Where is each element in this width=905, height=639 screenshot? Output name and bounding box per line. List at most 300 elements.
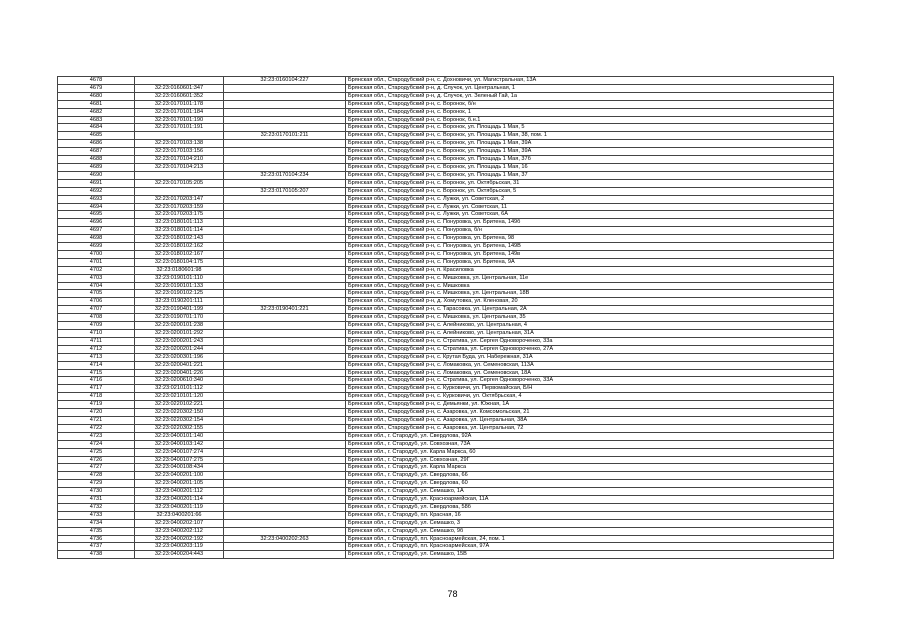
table-row bbox=[58, 535, 834, 543]
table-row bbox=[58, 322, 834, 330]
row-number-cell: 4702 bbox=[58, 266, 135, 274]
premises-cadastral-number-cell bbox=[224, 361, 346, 369]
row-number-cell: 4715 bbox=[58, 369, 135, 377]
building-cadastral-number-cell: 32:23:0400201:66 bbox=[135, 511, 224, 519]
address-cell: Брянская обл., Стародубский р-н, с. Азаровка, ул. Центральная, 72 bbox=[346, 424, 834, 432]
address-cell: Брянская обл., Стародубский р-н, с. Тарасовка, ул. Центральная, 2А bbox=[346, 306, 834, 314]
table-row bbox=[58, 211, 834, 219]
building-cadastral-number-cell: 32:23:0180102:167 bbox=[135, 250, 224, 258]
table-row bbox=[58, 369, 834, 377]
row-number-cell: 4710 bbox=[58, 330, 135, 338]
building-cadastral-number-cell: 32:23:0180102:143 bbox=[135, 235, 224, 243]
building-cadastral-number-cell: 32:23:0400202:107 bbox=[135, 519, 224, 527]
address-cell: Брянская обл., г. Стародуб, ул. Свердлова, 60 bbox=[346, 480, 834, 488]
table-row bbox=[58, 424, 834, 432]
premises-cadastral-number-cell bbox=[224, 235, 346, 243]
building-cadastral-number-cell: 32:23:0200610:340 bbox=[135, 377, 224, 385]
address-cell: Брянская обл., Стародубский р-н, с. Мишковка, ул. Центральная, 18В bbox=[346, 290, 834, 298]
building-cadastral-number-cell: 32:23:0170101:190 bbox=[135, 116, 224, 124]
address-cell: Брянская обл., Стародубский р-н, с. Воронок, б/н bbox=[346, 100, 834, 108]
building-cadastral-number-cell: 32:23:0200201:243 bbox=[135, 337, 224, 345]
building-cadastral-number-cell: 32:23:0170103:156 bbox=[135, 148, 224, 156]
row-number-cell: 4703 bbox=[58, 274, 135, 282]
building-cadastral-number-cell: 32:23:0170101:191 bbox=[135, 124, 224, 132]
premises-cadastral-number-cell bbox=[224, 266, 346, 274]
row-number-cell: 4701 bbox=[58, 258, 135, 266]
building-cadastral-number-cell: 32:23:0190201:111 bbox=[135, 298, 224, 306]
premises-cadastral-number-cell: 32:23:0190401:221 bbox=[224, 306, 346, 314]
building-cadastral-number-cell: 32:23:0180102:162 bbox=[135, 243, 224, 251]
premises-cadastral-number-cell bbox=[224, 416, 346, 424]
table-row bbox=[58, 511, 834, 519]
address-cell: Брянская обл., Стародубский р-н, с. Стратива, ул. Сергея Одновороченко, 27А bbox=[346, 345, 834, 353]
building-cadastral-number-cell: 32:23:0160601:352 bbox=[135, 92, 224, 100]
building-cadastral-number-cell: 32:23:0180101:113 bbox=[135, 219, 224, 227]
table-row bbox=[58, 195, 834, 203]
premises-cadastral-number-cell bbox=[224, 156, 346, 164]
premises-cadastral-number-cell bbox=[224, 100, 346, 108]
building-cadastral-number-cell: 32:23:0200401:221 bbox=[135, 361, 224, 369]
address-cell: Брянская обл., Стародубский р-н, с. Воронок, ул. Площадь 1 Мая, 37 bbox=[346, 171, 834, 179]
address-cell: Брянская обл., г. Стародуб, ул. Семашко, 1А bbox=[346, 488, 834, 496]
building-cadastral-number-cell: 32:23:0400201:112 bbox=[135, 488, 224, 496]
premises-cadastral-number-cell bbox=[224, 337, 346, 345]
table-row bbox=[58, 543, 834, 551]
address-cell: Брянская обл., Стародубский р-н, с. Понуровка, ул. Бритена, 149б bbox=[346, 219, 834, 227]
row-number-cell: 4732 bbox=[58, 503, 135, 511]
address-cell: Брянская обл., г. Стародуб, ул. Семашко, 15В bbox=[346, 551, 834, 559]
address-cell: Брянская обл., г. Стародуб, ул. Свердлова, 58б bbox=[346, 503, 834, 511]
building-cadastral-number-cell: 32:23:0220302:150 bbox=[135, 409, 224, 417]
premises-cadastral-number-cell bbox=[224, 322, 346, 330]
building-cadastral-number-cell: 32:23:0170104:213 bbox=[135, 163, 224, 171]
address-cell: Брянская обл., Стародубский р-н, с. Мишковка, ул. Центральная, 35 bbox=[346, 314, 834, 322]
premises-cadastral-number-cell: 32:23:0170105:207 bbox=[224, 187, 346, 195]
premises-cadastral-number-cell bbox=[224, 456, 346, 464]
building-cadastral-number-cell: 32:23:0400201:119 bbox=[135, 503, 224, 511]
address-cell: Брянская обл., Стародубский р-н, с. Воронок, ул. Площадь 1 Мая, 38, пом. 1 bbox=[346, 132, 834, 140]
table-row bbox=[58, 108, 834, 116]
address-cell: Брянская обл., Стародубский р-н, с. Воронок, ул. Октябрьская, 5 bbox=[346, 187, 834, 195]
table-row bbox=[58, 156, 834, 164]
address-cell: Брянская обл., Стародубский р-н, с. Понуровка, ул. Бритена, 98 bbox=[346, 235, 834, 243]
table-row bbox=[58, 116, 834, 124]
address-cell: Брянская обл., Стародубский р-н, с. Воронок, ул. Октябрьская, 31 bbox=[346, 179, 834, 187]
premises-cadastral-number-cell: 32:23:0160104:227 bbox=[224, 77, 346, 85]
row-number-cell: 4712 bbox=[58, 345, 135, 353]
row-number-cell: 4689 bbox=[58, 163, 135, 171]
row-number-cell: 4730 bbox=[58, 488, 135, 496]
premises-cadastral-number-cell bbox=[224, 258, 346, 266]
premises-cadastral-number-cell: 32:23:0170104:234 bbox=[224, 171, 346, 179]
building-cadastral-number-cell bbox=[135, 77, 224, 85]
building-cadastral-number-cell: 32:23:0210101:120 bbox=[135, 393, 224, 401]
building-cadastral-number-cell: 32:23:0400201:114 bbox=[135, 496, 224, 504]
address-cell: Брянская обл., Стародубский р-н, с. Алейниково, ул. Центральная, 31А bbox=[346, 330, 834, 338]
address-cell: Брянская обл., Стародубский р-н, с. Мишковка bbox=[346, 282, 834, 290]
row-number-cell: 4718 bbox=[58, 393, 135, 401]
row-number-cell: 4683 bbox=[58, 116, 135, 124]
address-cell: Брянская обл., г. Стародуб, ул. Совхозная, 29Г bbox=[346, 456, 834, 464]
row-number-cell: 4736 bbox=[58, 535, 135, 543]
address-cell: Брянская обл., Стародубский р-н, д. Хомутовка, ул. Кленовая, 20 bbox=[346, 298, 834, 306]
table-row bbox=[58, 488, 834, 496]
address-cell: Брянская обл., г. Стародуб, ул. Совхозная, 73А bbox=[346, 440, 834, 448]
premises-cadastral-number-cell bbox=[224, 345, 346, 353]
row-number-cell: 4708 bbox=[58, 314, 135, 322]
table-row bbox=[58, 140, 834, 148]
row-number-cell: 4719 bbox=[58, 401, 135, 409]
building-cadastral-number-cell: 32:23:0210101:112 bbox=[135, 385, 224, 393]
row-number-cell: 4728 bbox=[58, 472, 135, 480]
row-number-cell: 4737 bbox=[58, 543, 135, 551]
premises-cadastral-number-cell bbox=[224, 496, 346, 504]
building-cadastral-number-cell: 32:23:0190701:170 bbox=[135, 314, 224, 322]
building-cadastral-number-cell: 32:23:0180101:114 bbox=[135, 227, 224, 235]
row-number-cell: 4697 bbox=[58, 227, 135, 235]
row-number-cell: 4726 bbox=[58, 456, 135, 464]
row-number-cell: 4705 bbox=[58, 290, 135, 298]
building-cadastral-number-cell: 32:23:0180104:175 bbox=[135, 258, 224, 266]
row-number-cell: 4706 bbox=[58, 298, 135, 306]
building-cadastral-number-cell: 32:23:0400103:142 bbox=[135, 440, 224, 448]
row-number-cell: 4682 bbox=[58, 108, 135, 116]
row-number-cell: 4729 bbox=[58, 480, 135, 488]
table-row bbox=[58, 448, 834, 456]
premises-cadastral-number-cell bbox=[224, 330, 346, 338]
address-cell: Брянская обл., Стародубский р-н, с. Курковичи, ул. Октябрьская, 4 bbox=[346, 393, 834, 401]
row-number-cell: 4717 bbox=[58, 385, 135, 393]
building-cadastral-number-cell: 32:23:0200301:196 bbox=[135, 353, 224, 361]
address-cell: Брянская обл., Стародубский р-н, п. Красиловка bbox=[346, 266, 834, 274]
cadastral-table bbox=[57, 76, 834, 559]
premises-cadastral-number-cell bbox=[224, 551, 346, 559]
premises-cadastral-number-cell bbox=[224, 108, 346, 116]
premises-cadastral-number-cell bbox=[224, 148, 346, 156]
row-number-cell: 4722 bbox=[58, 424, 135, 432]
table-row bbox=[58, 345, 834, 353]
row-number-cell: 4700 bbox=[58, 250, 135, 258]
premises-cadastral-number-cell bbox=[224, 243, 346, 251]
premises-cadastral-number-cell: 32:23:0400202:263 bbox=[224, 535, 346, 543]
row-number-cell: 4679 bbox=[58, 84, 135, 92]
row-number-cell: 4699 bbox=[58, 243, 135, 251]
building-cadastral-number-cell: 32:23:0220302:155 bbox=[135, 424, 224, 432]
address-cell: Брянская обл., Стародубский р-н, с. Курковичи, ул. Первомайская, Б/Н bbox=[346, 385, 834, 393]
premises-cadastral-number-cell bbox=[224, 163, 346, 171]
address-cell: Брянская обл., Стародубский р-н, с. Лужки, ул. Советская, 11 bbox=[346, 203, 834, 211]
table-row bbox=[58, 464, 834, 472]
building-cadastral-number-cell: 32:23:0170104:210 bbox=[135, 156, 224, 164]
premises-cadastral-number-cell bbox=[224, 393, 346, 401]
table-row bbox=[58, 132, 834, 140]
row-number-cell: 4738 bbox=[58, 551, 135, 559]
address-cell: Брянская обл., Стародубский р-н, с. Воронок, ул. Площадь 1 Мая, 16 bbox=[346, 163, 834, 171]
premises-cadastral-number-cell bbox=[224, 84, 346, 92]
address-cell: Брянская обл., Стародубский р-н, с. Воронок, ул. Площадь 1 Мая, 39А bbox=[346, 148, 834, 156]
address-cell: Брянская обл., г. Стародуб, пл. Красная, 16 bbox=[346, 511, 834, 519]
address-cell: Брянская обл., Стародубский р-н, с. Воронок, ул. Площадь 1 Мая, 37б bbox=[346, 156, 834, 164]
premises-cadastral-number-cell bbox=[224, 385, 346, 393]
table-row bbox=[58, 163, 834, 171]
address-cell: Брянская обл., Стародубский р-н, с. Воронок, б.н.1 bbox=[346, 116, 834, 124]
building-cadastral-number-cell: 32:23:0220302:154 bbox=[135, 416, 224, 424]
building-cadastral-number-cell: 32:23:0400107:275 bbox=[135, 456, 224, 464]
building-cadastral-number-cell: 32:23:0400201:105 bbox=[135, 480, 224, 488]
row-number-cell: 4684 bbox=[58, 124, 135, 132]
building-cadastral-number-cell bbox=[135, 187, 224, 195]
table-row bbox=[58, 77, 834, 85]
address-cell: Брянская обл., Стародубский р-н, с. Ломаковка, ул. Семеновская, 113А bbox=[346, 361, 834, 369]
row-number-cell: 4680 bbox=[58, 92, 135, 100]
row-number-cell: 4687 bbox=[58, 148, 135, 156]
table-row bbox=[58, 377, 834, 385]
premises-cadastral-number-cell bbox=[224, 488, 346, 496]
premises-cadastral-number-cell bbox=[224, 432, 346, 440]
address-cell: Брянская обл., г. Стародуб, ул. Карла Маркса, 60 bbox=[346, 448, 834, 456]
table-row bbox=[58, 337, 834, 345]
premises-cadastral-number-cell bbox=[224, 140, 346, 148]
row-number-cell: 4725 bbox=[58, 448, 135, 456]
table-row bbox=[58, 92, 834, 100]
building-cadastral-number-cell: 32:23:0400201:100 bbox=[135, 472, 224, 480]
table-row bbox=[58, 179, 834, 187]
table-row bbox=[58, 401, 834, 409]
table-row bbox=[58, 440, 834, 448]
address-cell: Брянская обл., Стародубский р-н, с. Стратива, ул. Сергея Одновороченко, 33а bbox=[346, 337, 834, 345]
building-cadastral-number-cell: 32:23:0400203:119 bbox=[135, 543, 224, 551]
building-cadastral-number-cell: 32:23:0190401:199 bbox=[135, 306, 224, 314]
address-cell: Брянская обл., Стародубский р-н, с. Понуровка, ул. Бритена, 9А bbox=[346, 258, 834, 266]
premises-cadastral-number-cell bbox=[224, 377, 346, 385]
table-row bbox=[58, 124, 834, 132]
address-cell: Брянская обл., г. Стародуб, ул. Красноармейская, 11А bbox=[346, 496, 834, 504]
row-number-cell: 4714 bbox=[58, 361, 135, 369]
premises-cadastral-number-cell bbox=[224, 440, 346, 448]
table-row bbox=[58, 472, 834, 480]
building-cadastral-number-cell: 32:23:0160601:347 bbox=[135, 84, 224, 92]
address-cell: Брянская обл., Стародубский р-н, с. Ломаковка, ул. Семеновская, 18А bbox=[346, 369, 834, 377]
row-number-cell: 4713 bbox=[58, 353, 135, 361]
table-row bbox=[58, 100, 834, 108]
row-number-cell: 4711 bbox=[58, 337, 135, 345]
premises-cadastral-number-cell bbox=[224, 219, 346, 227]
table-row bbox=[58, 298, 834, 306]
address-cell: Брянская обл., Стародубский р-н, с. Лужки, ул. Советская, 6А bbox=[346, 211, 834, 219]
premises-cadastral-number-cell bbox=[224, 290, 346, 298]
table-row bbox=[58, 393, 834, 401]
premises-cadastral-number-cell bbox=[224, 543, 346, 551]
address-cell: Брянская обл., Стародубский р-н, с. Демьянки, ул. Южная, 1А bbox=[346, 401, 834, 409]
building-cadastral-number-cell: 32:23:0170203:175 bbox=[135, 211, 224, 219]
row-number-cell: 4727 bbox=[58, 464, 135, 472]
building-cadastral-number-cell: 32:23:0200201:244 bbox=[135, 345, 224, 353]
row-number-cell: 4694 bbox=[58, 203, 135, 211]
table-row bbox=[58, 330, 834, 338]
row-number-cell: 4720 bbox=[58, 409, 135, 417]
building-cadastral-number-cell: 32:23:0190102:125 bbox=[135, 290, 224, 298]
table-row bbox=[58, 503, 834, 511]
building-cadastral-number-cell: 32:23:0400202:112 bbox=[135, 527, 224, 535]
premises-cadastral-number-cell bbox=[224, 116, 346, 124]
row-number-cell: 4731 bbox=[58, 496, 135, 504]
row-number-cell: 4690 bbox=[58, 171, 135, 179]
building-cadastral-number-cell bbox=[135, 132, 224, 140]
premises-cadastral-number-cell bbox=[224, 274, 346, 282]
building-cadastral-number-cell: 32:23:0170203:147 bbox=[135, 195, 224, 203]
table-row bbox=[58, 219, 834, 227]
building-cadastral-number-cell: 32:23:0170101:184 bbox=[135, 108, 224, 116]
premises-cadastral-number-cell bbox=[224, 298, 346, 306]
address-cell: Брянская обл., Стародубский р-н, с. Крутая Буда, ул. Набережная, 31А bbox=[346, 353, 834, 361]
row-number-cell: 4696 bbox=[58, 219, 135, 227]
table-row bbox=[58, 227, 834, 235]
premises-cadastral-number-cell bbox=[224, 227, 346, 235]
premises-cadastral-number-cell bbox=[224, 409, 346, 417]
row-number-cell: 4709 bbox=[58, 322, 135, 330]
table-row bbox=[58, 282, 834, 290]
premises-cadastral-number-cell bbox=[224, 124, 346, 132]
address-cell: Брянская обл., Стародубский р-н, с. Понуровка, ул. Бритена, 149в bbox=[346, 250, 834, 258]
address-cell: Брянская обл., г. Стародуб, пл. Красноармейская, 97А bbox=[346, 543, 834, 551]
address-cell: Брянская обл., г. Стародуб, ул. Семашко, 3 bbox=[346, 519, 834, 527]
row-number-cell: 4692 bbox=[58, 187, 135, 195]
table-row bbox=[58, 496, 834, 504]
row-number-cell: 4716 bbox=[58, 377, 135, 385]
building-cadastral-number-cell bbox=[135, 171, 224, 179]
premises-cadastral-number-cell bbox=[224, 527, 346, 535]
address-cell: Брянская обл., г. Стародуб, пл. Красноармейская, 24, пом. 1 bbox=[346, 535, 834, 543]
row-number-cell: 4688 bbox=[58, 156, 135, 164]
building-cadastral-number-cell: 32:23:0180601:98 bbox=[135, 266, 224, 274]
table-row bbox=[58, 314, 834, 322]
table-row bbox=[58, 290, 834, 298]
row-number-cell: 4723 bbox=[58, 432, 135, 440]
row-number-cell: 4734 bbox=[58, 519, 135, 527]
register-sheet bbox=[57, 76, 834, 559]
premises-cadastral-number-cell bbox=[224, 472, 346, 480]
address-cell: Брянская обл., Стародубский р-н, с. Понуровка, б/н bbox=[346, 227, 834, 235]
building-cadastral-number-cell: 32:23:0190101:133 bbox=[135, 282, 224, 290]
table-row bbox=[58, 266, 834, 274]
premises-cadastral-number-cell bbox=[224, 401, 346, 409]
building-cadastral-number-cell: 32:23:0200401:226 bbox=[135, 369, 224, 377]
address-cell: Брянская обл., г. Стародуб, ул. Семашко, 9б bbox=[346, 527, 834, 535]
address-cell: Брянская обл., Стародубский р-н, с. Азаровка, ул. Центральная, 38А bbox=[346, 416, 834, 424]
row-number-cell: 4733 bbox=[58, 511, 135, 519]
premises-cadastral-number-cell bbox=[224, 503, 346, 511]
table-row bbox=[58, 250, 834, 258]
table-row bbox=[58, 353, 834, 361]
table-row bbox=[58, 274, 834, 282]
table-row bbox=[58, 306, 834, 314]
row-number-cell: 4735 bbox=[58, 527, 135, 535]
building-cadastral-number-cell: 32:23:0170203:159 bbox=[135, 203, 224, 211]
premises-cadastral-number-cell bbox=[224, 250, 346, 258]
premises-cadastral-number-cell bbox=[224, 353, 346, 361]
table-row bbox=[58, 148, 834, 156]
row-number-cell: 4685 bbox=[58, 132, 135, 140]
address-cell: Брянская обл., Стародубский р-н, с. Воронок, ул. Площадь 1 Мая, 39А bbox=[346, 140, 834, 148]
building-cadastral-number-cell: 32:23:0170105:205 bbox=[135, 179, 224, 187]
premises-cadastral-number-cell bbox=[224, 464, 346, 472]
table-row bbox=[58, 527, 834, 535]
building-cadastral-number-cell: 32:23:0400108:434 bbox=[135, 464, 224, 472]
premises-cadastral-number-cell bbox=[224, 369, 346, 377]
table-row bbox=[58, 235, 834, 243]
premises-cadastral-number-cell bbox=[224, 92, 346, 100]
building-cadastral-number-cell: 32:23:0400202:192 bbox=[135, 535, 224, 543]
address-cell: Брянская обл., Стародубский р-н, с. Мишковка, ул. Центральная, 11е bbox=[346, 274, 834, 282]
row-number-cell: 4724 bbox=[58, 440, 135, 448]
address-cell: Брянская обл., г. Стародуб, ул. Карла Маркса bbox=[346, 464, 834, 472]
building-cadastral-number-cell: 32:23:0400107:274 bbox=[135, 448, 224, 456]
building-cadastral-number-cell: 32:23:0190101:110 bbox=[135, 274, 224, 282]
building-cadastral-number-cell: 32:23:0400204:443 bbox=[135, 551, 224, 559]
premises-cadastral-number-cell bbox=[224, 282, 346, 290]
address-cell: Брянская обл., Стародубский р-н, с. Азаровка, ул. Комсомольская, 21 bbox=[346, 409, 834, 417]
row-number-cell: 4704 bbox=[58, 282, 135, 290]
table-row bbox=[58, 416, 834, 424]
table-row bbox=[58, 480, 834, 488]
row-number-cell: 4721 bbox=[58, 416, 135, 424]
table-body bbox=[58, 77, 834, 559]
premises-cadastral-number-cell bbox=[224, 203, 346, 211]
address-cell: Брянская обл., Стародубский р-н, с. Лужки, ул. Советская, 2 bbox=[346, 195, 834, 203]
table-row bbox=[58, 551, 834, 559]
address-cell: Брянская обл., г. Стародуб, ул. Свердлова, 92А bbox=[346, 432, 834, 440]
premises-cadastral-number-cell bbox=[224, 480, 346, 488]
row-number-cell: 4686 bbox=[58, 140, 135, 148]
premises-cadastral-number-cell: 32:23:0170101:211 bbox=[224, 132, 346, 140]
table-row bbox=[58, 361, 834, 369]
address-cell: Брянская обл., Стародубский р-н, с. Понуровка, ул. Бритена, 149В bbox=[346, 243, 834, 251]
table-row bbox=[58, 203, 834, 211]
address-cell: Брянская обл., Стародубский р-н, д. Случок, ул. Зеленый Гай, 1а bbox=[346, 92, 834, 100]
page-number: 78 bbox=[447, 589, 458, 599]
address-cell: Брянская обл., г. Стародуб, ул. Свердлова, 66 bbox=[346, 472, 834, 480]
address-cell: Брянская обл., Стародубский р-н, с. Алейниково, ул. Центральная, 4 bbox=[346, 322, 834, 330]
building-cadastral-number-cell: 32:23:0200101:238 bbox=[135, 322, 224, 330]
table-row bbox=[58, 258, 834, 266]
address-cell: Брянская обл., Стародубский р-н, с. Воронок, 1 bbox=[346, 108, 834, 116]
row-number-cell: 4698 bbox=[58, 235, 135, 243]
premises-cadastral-number-cell bbox=[224, 195, 346, 203]
building-cadastral-number-cell: 32:23:0400101:140 bbox=[135, 432, 224, 440]
table-row bbox=[58, 456, 834, 464]
row-number-cell: 4678 bbox=[58, 77, 135, 85]
premises-cadastral-number-cell bbox=[224, 519, 346, 527]
premises-cadastral-number-cell bbox=[224, 314, 346, 322]
table-row bbox=[58, 409, 834, 417]
table-row bbox=[58, 385, 834, 393]
premises-cadastral-number-cell bbox=[224, 211, 346, 219]
address-cell: Брянская обл., Стародубский р-н, с. Дохновичи, ул. Магистральная, 13А bbox=[346, 77, 834, 85]
address-cell: Брянская обл., Стародубский р-н, д. Случок, ул. Центральная, 1 bbox=[346, 84, 834, 92]
address-cell: Брянская обл., Стародубский р-н, с. Воронок, ул. Площадь 1 Мая, 5 bbox=[346, 124, 834, 132]
premises-cadastral-number-cell bbox=[224, 179, 346, 187]
row-number-cell: 4691 bbox=[58, 179, 135, 187]
premises-cadastral-number-cell bbox=[224, 511, 346, 519]
address-cell: Брянская обл., Стародубский р-н, с. Стратива, ул. Сергея Одновороченко, 33А bbox=[346, 377, 834, 385]
table-row bbox=[58, 171, 834, 179]
premises-cadastral-number-cell bbox=[224, 448, 346, 456]
row-number-cell: 4693 bbox=[58, 195, 135, 203]
building-cadastral-number-cell: 32:23:0200101:292 bbox=[135, 330, 224, 338]
table-row bbox=[58, 84, 834, 92]
building-cadastral-number-cell: 32:23:0170101:178 bbox=[135, 100, 224, 108]
table-row bbox=[58, 243, 834, 251]
